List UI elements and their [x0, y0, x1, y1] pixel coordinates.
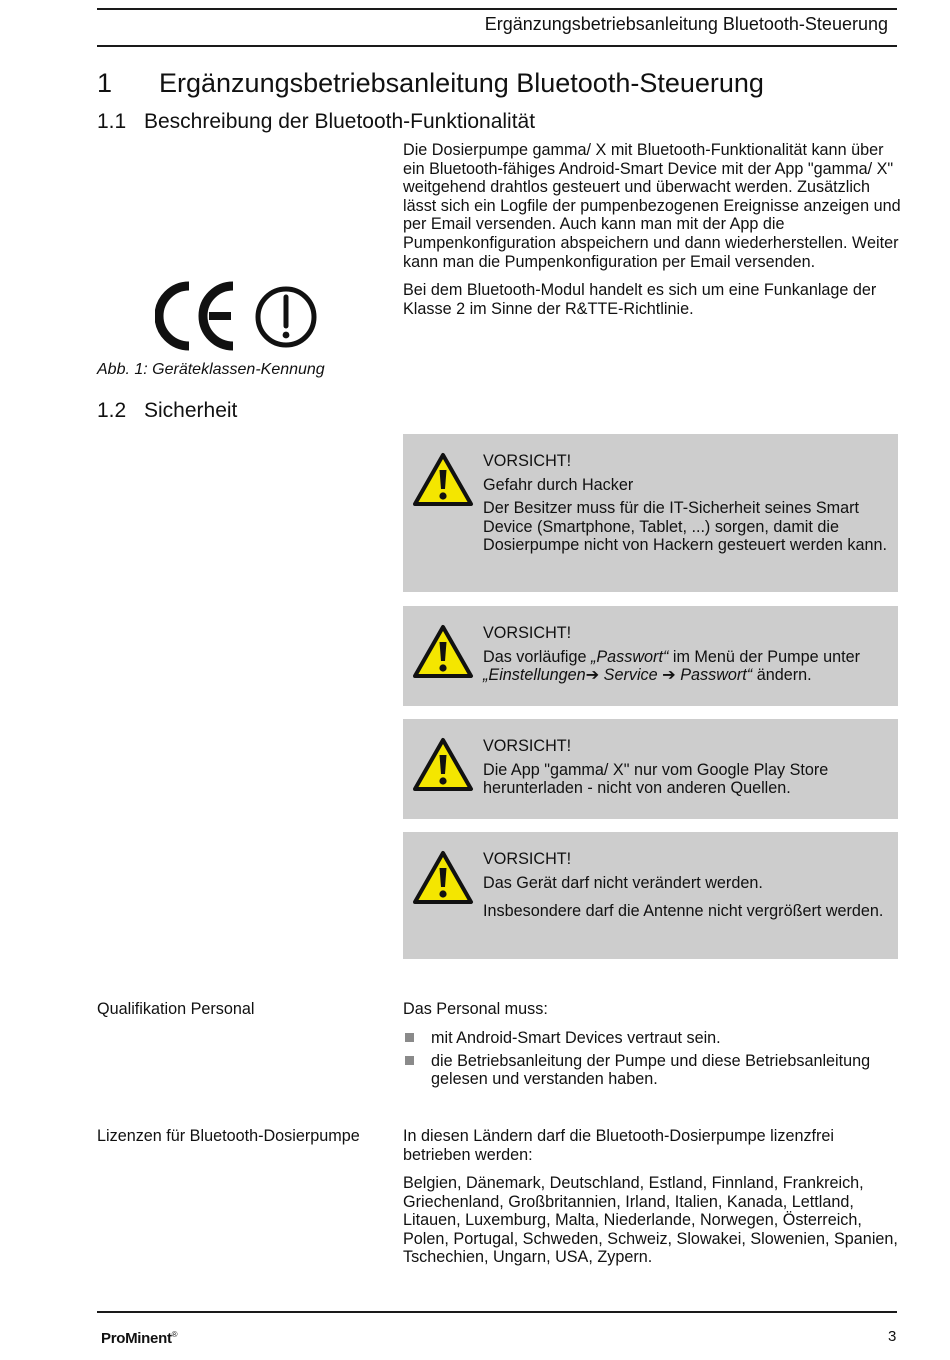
bullet-square-icon: [405, 1033, 414, 1042]
warning-triangle-icon: [412, 452, 474, 508]
arrow-icon: ➔: [662, 666, 676, 685]
warning-text: [483, 452, 888, 555]
warning-text: [483, 850, 888, 921]
warning-body: Das Gerät darf nicht verändert werden.: [483, 873, 763, 892]
chapter-heading: [97, 68, 764, 99]
warning-triangle-icon: [412, 737, 474, 793]
description-paragraph: Die Dosierpumpe gamma/ X mit Bluetooth-Funktionalität kann über ein Bluetooth-fähiges Android-Smart Device mit der App "gamma/ X" weitgehend drahtlos gesteuert und überwacht werden. Zusätzlich lässt sich ein Logfile der pumpenbezogenen Ereignisse anzeigen und per Email versenden. Auch kann man mit der App die Pumpenkonfiguration abspeichern und dann wiederherstellen. Weiter kann man die Pumpenkonfiguration per Email versenden.: [403, 141, 901, 271]
rtte-paragraph: Bei dem Bluetooth-Modul handelt es sich um eine Funkanlage der Klasse 2 im Sinne der R&TTE-Richtlinie.: [403, 281, 877, 318]
licenses-intro: In diesen Ländern darf die Bluetooth-Dosierpumpe lizenzfrei betrieben werden:: [403, 1127, 835, 1164]
warning-triangle-icon: [412, 624, 474, 680]
section-heading-description: [97, 110, 535, 134]
warning-box-device-modification: [403, 832, 898, 959]
menu-path-service: Service: [599, 666, 663, 685]
qualification-intro: Das Personal muss:: [403, 1000, 548, 1018]
warning-text: [483, 737, 888, 798]
licenses-label: Lizenzen für Bluetooth-Dosierpumpe: [97, 1127, 360, 1145]
section-number: 1.1: [97, 110, 127, 133]
section-number: 1.2: [97, 399, 127, 422]
warning-subheading: Gefahr durch Hacker: [483, 475, 634, 494]
menu-path-password: Passwort“: [675, 666, 753, 685]
section-title: Sicherheit: [144, 399, 238, 422]
qualification-list: [403, 1029, 898, 1093]
device-class-marks: [155, 280, 325, 352]
warning-triangle-icon: [412, 850, 474, 906]
header-bottom-rule: [97, 45, 897, 47]
ce-mark-icon: [155, 280, 325, 352]
prominent-logo: ProMinent®: [101, 1330, 178, 1347]
warning-body-part: ändern.: [752, 666, 812, 685]
running-header: Ergänzungsbetriebsanleitung Bluetooth-Steuerung: [484, 14, 888, 34]
warning-heading: VORSICHT!: [483, 624, 572, 642]
list-item: [403, 1052, 898, 1089]
menu-path-settings: „Einstellungen: [483, 666, 586, 685]
warning-heading: VORSICHT!: [483, 452, 572, 470]
section-title: Beschreibung der Bluetooth-Funktionalität: [144, 110, 536, 133]
arrow-icon: ➔: [585, 666, 600, 685]
figure-caption: Abb. 1: Geräteklassen-Kennung: [97, 361, 325, 378]
warning-box-app-source: [403, 719, 898, 819]
section-heading-safety: [97, 399, 237, 423]
chapter-title: Ergänzungsbetriebsanleitung Bluetooth-Steuerung: [159, 68, 764, 98]
warning-heading: VORSICHT!: [483, 850, 572, 868]
menu-item-password: „Passwort“: [590, 647, 669, 666]
licenses-countries: Belgien, Dänemark, Deutschland, Estland, Finnland, Frankreich, Griechenland, Großbritannien, Irland, Italien, Kanada, Lettland, Litauen, Luxemburg, Malta, Niederlande, Norwegen, Österreich, Polen, Portugal, Schweden, Schweiz, Slowakei, Slowenien, Spanien, Tschechien, Ungarn, USA, Zypern.: [403, 1174, 898, 1267]
bullet-square-icon: [405, 1056, 414, 1065]
list-item-text: mit Android-Smart Devices vertraut sein.: [431, 1029, 721, 1047]
warning-body-extra: Insbesondere darf die Antenne nicht vergrößert werden.: [483, 902, 884, 921]
warning-body: [483, 648, 888, 685]
page-number: 3: [888, 1328, 897, 1345]
warning-body-part: Das vorläufige: [483, 647, 591, 666]
list-item: [403, 1029, 898, 1048]
header-rule: [97, 8, 897, 10]
warning-body-part: im Menü der Pumpe unter: [668, 647, 860, 666]
chapter-number: 1: [97, 68, 113, 98]
warning-body: Der Besitzer muss für die IT-Sicherheit seines Smart Device (Smartphone, Tablet, ...) sorgen, damit die Dosierpumpe nicht von Hackern gesteuert werden kann.: [483, 499, 888, 555]
exclamation-circle-icon: [258, 289, 314, 345]
warning-body: Die App "gamma/ X" nur vom Google Play Store herunterladen - nicht von anderen Quellen.: [483, 760, 829, 798]
warning-box-hacker: [403, 434, 898, 592]
warning-box-password: [403, 606, 898, 706]
warning-text: [483, 624, 888, 685]
warning-heading: VORSICHT!: [483, 737, 572, 755]
qualification-label: Qualifikation Personal: [97, 1000, 255, 1018]
footer-rule: [97, 1311, 897, 1313]
list-item-text: die Betriebsanleitung der Pumpe und diese Betriebsanleitung gelesen und verstanden haben.: [431, 1051, 871, 1089]
